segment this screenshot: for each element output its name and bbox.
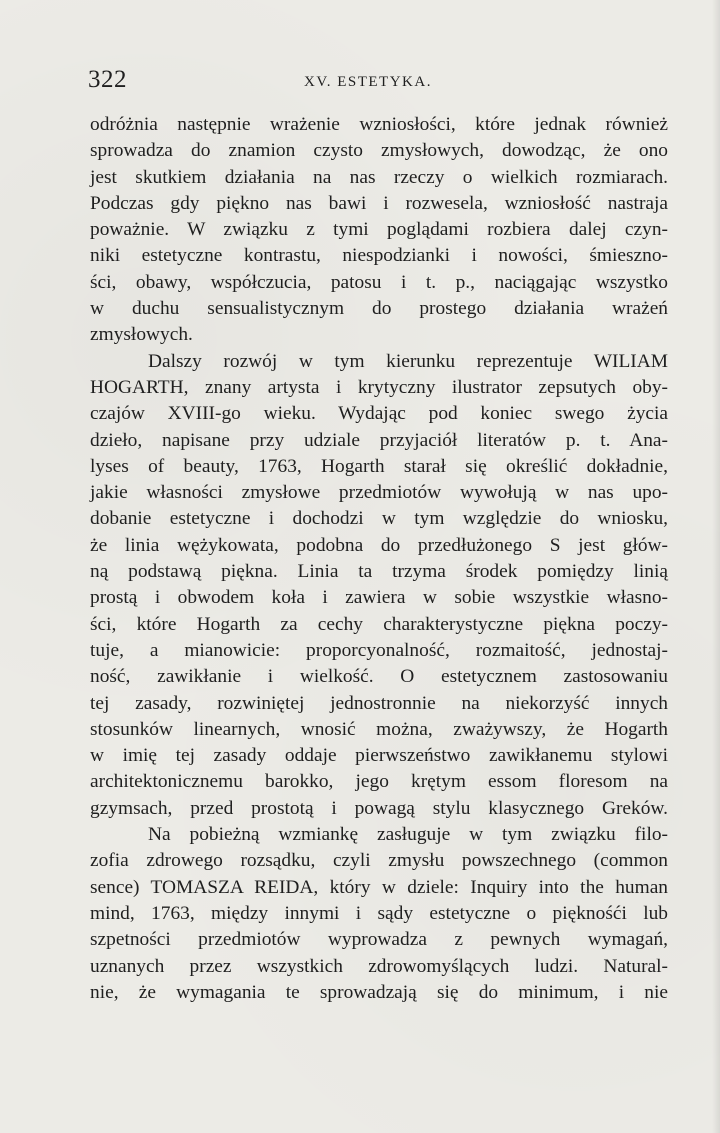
text-line: czajów XVIII-go wieku. Wydając pod koniec swego życia (90, 403, 668, 425)
text-line: tuje, a mianowicie: proporcyonalność, rozmaitość, jednostaj- (90, 639, 668, 661)
page-edge-shadow (712, 0, 720, 1133)
text-line: w imię tej zasady oddaje pierwszeństwo zawikłanemu stylowi (90, 745, 668, 767)
text-line: w duchu sensualistycznym do prostego działania wrażeń (90, 298, 668, 320)
text-line: ność, zawikłanie i wielkość. O estetycznem zastosowaniu (90, 666, 668, 688)
text-line: zmysłowych. (90, 324, 193, 346)
text-line: nie, że wymagania te sprowadzają się do minimum, i nie (90, 981, 668, 1003)
text-line: uznanych przez wszystkich zdrowomyślących ludzi. Natural- (90, 955, 668, 977)
text-line: mind, 1763, między innymi i sądy estetyczne o pięknośći lub (90, 902, 668, 924)
paragraph-first-line: Na pobieżną wzmiankę zasługuje w tym związku filo- (148, 824, 668, 846)
text-line: stosunków linearnych, wnosić można, zważywszy, że Hogarth (90, 718, 668, 740)
body-text (90, 112, 668, 1006)
text-line: sprowadza do znamion czysto zmysłowych, dowodząc, że ono (90, 140, 668, 162)
page-number: 322 (88, 66, 127, 93)
text-line: sence) TOMASZA REIDA, który w dziele: Inquiry into the human (90, 876, 668, 898)
text-line: architektonicznemu barokko, jego krętym essom floresom na (90, 771, 668, 793)
text-line: lyses of beauty, 1763, Hogarth starał się określić dokładnie, (90, 455, 668, 477)
text-line: jakie własności zmysłowe przedmiotów wywołują w nas upo- (90, 482, 668, 504)
page-header (88, 64, 668, 98)
text-line: że linia wężykowata, podobna do przedłużonego S jest głów- (90, 534, 668, 556)
text-line: poważnie. W związku z tymi poglądami rozbiera dalej czyn- (90, 219, 668, 241)
running-head: XV. ESTETYKA. (304, 74, 432, 90)
text-line: ści, obawy, współczucia, patosu i t. p., naciągając wszystko (90, 271, 668, 293)
text-line: gzymsach, przed prostotą i powagą stylu klasycznego Greków. (90, 797, 668, 819)
paragraph-first-line: Dalszy rozwój w tym kierunku reprezentuje WILIAM (148, 350, 668, 372)
text-line: zofia zdrowego rozsądku, czyli zmysłu powszechnego (common (90, 850, 668, 872)
text-line: tej zasady, rozwiniętej jednostronnie na niekorzyść innych (90, 692, 668, 714)
text-line: jest skutkiem działania na nas rzeczy o wielkich rozmiarach. (90, 166, 668, 188)
text-line: dobanie estetyczne i dochodzi w tym względzie do wniosku, (90, 508, 668, 530)
text-line: Podczas gdy piękno nas bawi i rozwesela, wzniosłość nastraja (90, 192, 668, 214)
text-line: HOGARTH, znany artysta i krytyczny ilustrator zepsutych oby- (90, 376, 668, 398)
text-line: odróżnia następnie wrażenie wzniosłości, które jednak również (90, 114, 668, 135)
text-line: dzieło, napisane przy udziale przyjaciół literatów p. t. Ana- (90, 429, 668, 451)
text-line: szpetności przedmiotów wyprowadza z pewnych wymagań, (90, 929, 668, 951)
text-line: ną podstawą piękna. Linia ta trzyma środek pomiędzy linią (90, 561, 668, 583)
text-line: niki estetyczne kontrastu, niespodzianki i nowości, śmieszno- (90, 245, 668, 267)
text-line: prostą i obwodem koła i zawiera w sobie wszystkie własno- (90, 587, 668, 609)
text-line: ści, które Hogarth za cechy charakterystyczne piękna poczy- (90, 613, 668, 635)
